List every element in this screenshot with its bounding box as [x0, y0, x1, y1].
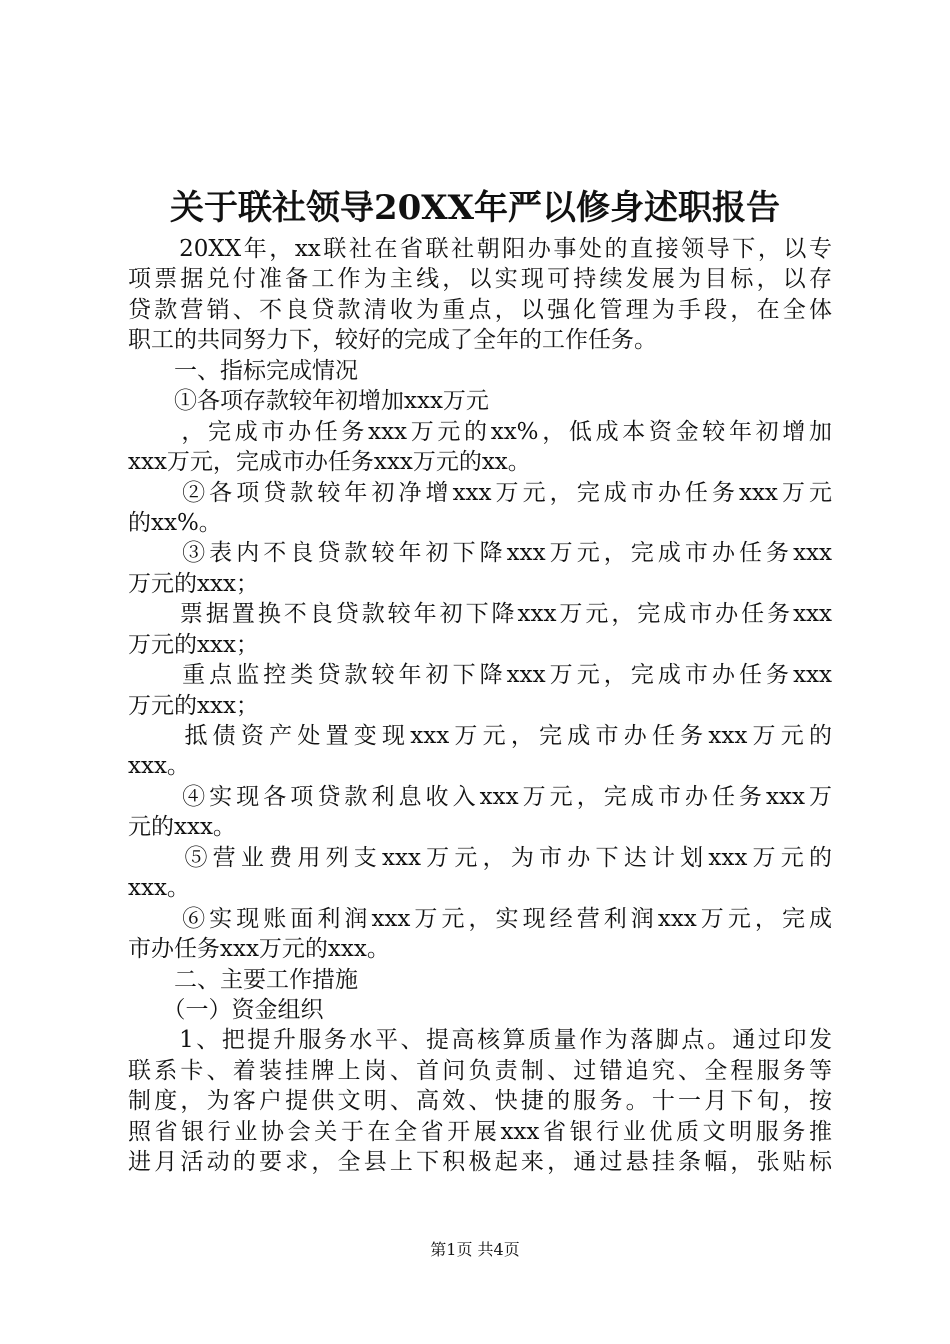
text-line: xxx万元，完成市办任务xxx万元的xx。 — [128, 449, 531, 476]
text-line: 市办任务xxx万元的xxx。 — [128, 936, 390, 963]
text-line: ，完成市办任务xxx万元的xx%，低成本资金较年初增加 — [128, 418, 832, 445]
text-line: 万元的xxx； — [128, 631, 259, 658]
text-line: ⑤营业费用列支xxx万元，为市办下达计划xxx万元的 — [128, 844, 832, 871]
text-line: 万元的xxx； — [128, 570, 259, 597]
text-line: 20XX年，xx联社在省联社朝阳办事处的直接领导下，以专 — [128, 236, 832, 262]
text-line: ④实现各项贷款利息收入xxx万元，完成市办任务xxx万 — [128, 783, 832, 810]
text-line: 的xx%。 — [128, 509, 222, 536]
text-line: 元的xxx。 — [128, 814, 236, 841]
text-line: 抵债资产处置变现xxx万元，完成市办任务xxx万元的 — [128, 723, 832, 749]
text-line: 一、指标完成情况 — [128, 357, 358, 384]
text-line: 联系卡、着装挂牌上岗、首问负责制、过错追究、全程服务等 — [128, 1057, 832, 1084]
text-line: 制度，为客户提供文明、高效、快捷的服务。十一月下旬，按 — [128, 1088, 832, 1115]
text-line: ⑥实现账面利润xxx万元，实现经营利润xxx万元，完成 — [128, 905, 832, 932]
text-line: 进月活动的要求，全县上下积极起来，通过悬挂条幅，张贴标 — [128, 1149, 832, 1176]
document-body — [128, 234, 832, 1178]
text-line: ②各项贷款较年初净增xxx万元，完成市办任务xxx万元 — [128, 479, 832, 506]
text-line: 职工的共同努力下，较好的完成了全年的工作任务。 — [128, 327, 657, 354]
text-line: （一）资金组织 — [128, 996, 324, 1023]
page-footer: 第1页 共4页 — [430, 1240, 520, 1259]
text-line: xxx。 — [128, 875, 190, 902]
text-line: 二、主要工作措施 — [128, 966, 358, 993]
text-line: 照省银行业协会关于在全省开展xxx省银行业优质文明服务推 — [128, 1118, 832, 1145]
text-line: 项票据兑付准备工作为主线，以实现可持续发展为目标，以存 — [128, 266, 832, 293]
text-line: 1、把提升服务水平、提高核算质量作为落脚点。通过印发 — [128, 1027, 832, 1054]
document-title: 关于联社领导20XX年严以修身述职报告 — [169, 188, 781, 228]
text-line: 重点监控类贷款较年初下降xxx万元，完成市办任务xxx — [128, 662, 832, 689]
text-line: 贷款营销、不良贷款清收为重点，以强化管理为手段，在全体 — [128, 296, 832, 323]
text-line: 万元的xxx； — [128, 692, 259, 719]
text-line: ③表内不良贷款较年初下降xxx万元，完成市办任务xxx — [128, 540, 832, 567]
text-line: xxx。 — [128, 753, 190, 780]
text-line: ①各项存款较年初增加xxx万元 — [128, 388, 489, 415]
text-line: 票据置换不良贷款较年初下降xxx万元，完成市办任务xxx — [128, 601, 832, 628]
